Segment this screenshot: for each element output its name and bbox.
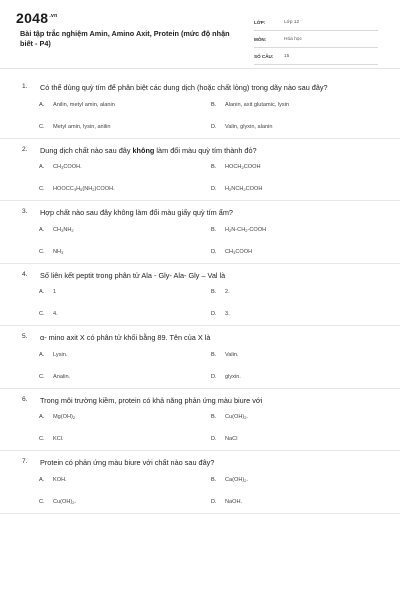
question-item <box>0 139 400 202</box>
answer-option[interactable] <box>39 352 211 358</box>
answer-text: KOH. <box>53 476 67 483</box>
answer-option[interactable] <box>211 227 383 233</box>
answer-text: 3. <box>225 311 230 317</box>
answer-row <box>39 241 400 263</box>
question-item <box>0 264 400 327</box>
question-text: Protein có phản ứng màu biure với chất nào sau đây? <box>40 458 215 467</box>
question-list <box>0 76 400 514</box>
answer-option[interactable] <box>211 352 383 358</box>
answer-text: $CH_3COOH$. <box>53 164 82 170</box>
question-number: 4. <box>22 270 28 278</box>
answer-text: Lysin. <box>53 351 68 358</box>
question-head <box>0 76 400 94</box>
answer-text: $H_2N-CH_2$-COOH <box>225 226 267 233</box>
answer-letter: D. <box>211 373 217 380</box>
meta-row-count <box>254 48 378 65</box>
answer-row <box>39 219 400 241</box>
answer-text: Valin. <box>225 351 239 358</box>
question-text: α- mino axit X có phân tử khối bằng 89. Tên của X là <box>40 333 211 342</box>
answer-option[interactable] <box>211 477 383 483</box>
question-number: 1. <box>22 83 28 90</box>
answer-row <box>39 303 400 325</box>
logo-text: 2048 <box>16 10 49 26</box>
answer-option[interactable] <box>211 311 383 317</box>
answer-letter: C. <box>39 373 45 380</box>
answer-option[interactable] <box>39 249 211 255</box>
answer-option[interactable] <box>211 102 383 108</box>
answer-text: $Ca(OH)_2$. <box>225 476 249 483</box>
site-logo[interactable] <box>16 10 57 26</box>
header-divider <box>0 68 400 69</box>
question-text: Số liên kết peptit trong phân tử Ala - Gly- Ala- Gly – Val là <box>40 270 226 280</box>
answer-letter: D. <box>211 436 217 442</box>
answer-letter: B. <box>211 351 217 358</box>
answer-letter: C. <box>39 248 45 255</box>
answer-text: $H_2NCH_2COOH$ <box>225 186 263 192</box>
answer-text: NaCl <box>225 436 238 442</box>
answer-text: Analin. <box>53 373 71 380</box>
answer-row <box>39 281 400 303</box>
answer-text: $CH_3COOH$ <box>225 248 253 255</box>
answer-letter: A. <box>39 226 45 233</box>
answer-letter: B. <box>211 289 217 295</box>
answer-option[interactable] <box>39 186 211 192</box>
question-item <box>0 389 400 452</box>
answer-option[interactable] <box>39 477 211 483</box>
answer-text: NaOH. <box>225 498 243 505</box>
answer-letter: D. <box>211 186 217 192</box>
answer-options <box>0 156 400 200</box>
question-head <box>0 201 400 219</box>
answer-options <box>0 406 400 450</box>
answer-letter: A. <box>39 164 45 170</box>
logo-domain: .vn <box>49 13 58 19</box>
answer-text: Valin, glyxin, alanin <box>225 123 273 130</box>
answer-letter: B. <box>211 101 217 108</box>
question-item <box>0 326 400 389</box>
question-head <box>0 451 400 469</box>
answer-option[interactable] <box>211 249 383 255</box>
answer-row <box>39 156 400 178</box>
answer-text: $NH_3$ <box>53 248 64 255</box>
answer-letter: B. <box>211 414 217 420</box>
answer-option[interactable] <box>39 102 211 108</box>
answer-letter: A. <box>39 476 45 483</box>
meta-label: MÔN: <box>254 36 267 42</box>
question-number: 3. <box>22 208 28 215</box>
answer-option[interactable] <box>211 414 383 420</box>
question-text: Trong môi trường kiềm, protein có khả năng phản ứng màu biure với <box>40 395 263 405</box>
answer-option[interactable] <box>39 289 211 295</box>
worksheet-title: Bài tập trắc nghiệm Amin, Amino Axit, Protein (mức độ nhận biết - P4) <box>20 29 230 48</box>
answer-row <box>39 94 400 116</box>
answer-letter: D. <box>211 123 217 130</box>
answer-options <box>0 94 400 138</box>
answer-letter: C. <box>39 436 45 442</box>
meta-label: SỐ CÂU: <box>254 53 274 59</box>
answer-row <box>39 344 400 366</box>
answer-text: Anilin, metyl amin, alanin <box>53 101 115 108</box>
answer-letter: D. <box>211 248 217 255</box>
answer-row <box>39 366 400 388</box>
answer-letter: D. <box>211 311 217 317</box>
answer-text: $Cu(OH)_2$. <box>53 498 77 505</box>
question-number: 7. <box>22 458 28 465</box>
question-item <box>0 451 400 514</box>
meta-value: Lớp 12 <box>284 19 300 25</box>
answer-letter: C. <box>39 123 45 130</box>
answer-option[interactable] <box>211 289 383 295</box>
question-text: Hợp chất nào sau đây không làm đổi màu giấy quỳ tím ẩm? <box>40 208 233 217</box>
worksheet-meta <box>254 14 378 65</box>
answer-text: KCl. <box>53 436 64 442</box>
answer-text: $CH_3NH_2$ <box>53 226 74 233</box>
answer-row <box>39 469 400 491</box>
question-number: 5. <box>22 333 28 340</box>
answer-text: 1 <box>53 289 57 295</box>
meta-row-class <box>254 14 378 31</box>
answer-text: Alanin, axit glutamic, lysin <box>225 101 290 108</box>
answer-option[interactable] <box>39 311 211 317</box>
answer-options <box>0 344 400 388</box>
answer-text: $HOCH_2COOH$ <box>225 164 261 170</box>
answer-option[interactable] <box>39 414 211 420</box>
answer-text: 2. <box>225 289 230 295</box>
answer-option[interactable] <box>211 499 383 505</box>
question-number: 2. <box>22 145 28 153</box>
answer-text: $HOOCC_3H_5(NH_2)COOH$. <box>53 186 115 192</box>
answer-option[interactable] <box>211 436 383 442</box>
answer-text: $Cu(OH)_2$. <box>225 414 249 420</box>
answer-text: glyxin. <box>225 373 241 380</box>
answer-option[interactable] <box>211 186 383 192</box>
answer-row <box>39 116 400 138</box>
answer-option[interactable] <box>39 499 211 505</box>
answer-letter: A. <box>39 414 45 420</box>
question-text: Dung dịch chất nào sau đây không làm đổi màu quỳ tím thành đỏ? <box>40 145 257 155</box>
question-item <box>0 201 400 264</box>
answer-letter: C. <box>39 186 45 192</box>
answer-row <box>39 428 400 450</box>
question-text: Có thể dùng quỳ tím để phân biệt các dung dịch (hoặc chất lỏng) trong dãy nào sau đây? <box>40 83 328 92</box>
answer-letter: B. <box>211 164 217 170</box>
answer-option[interactable] <box>211 374 383 380</box>
answer-letter: A. <box>39 101 45 108</box>
answer-row <box>39 406 400 428</box>
answer-text: 4. <box>53 311 58 317</box>
answer-letter: C. <box>39 498 45 505</box>
answer-option[interactable] <box>39 164 211 170</box>
answer-options <box>0 219 400 263</box>
question-item <box>0 76 400 139</box>
answer-option[interactable] <box>211 164 383 170</box>
meta-row-subject <box>254 31 378 48</box>
answer-text: $Mg(OH)_2$ <box>53 414 76 420</box>
answer-letter: A. <box>39 289 45 295</box>
meta-label: LỚP: <box>254 19 266 25</box>
answer-option[interactable] <box>39 227 211 233</box>
answer-option[interactable] <box>211 124 383 130</box>
answer-option[interactable] <box>39 374 211 380</box>
answer-letter: C. <box>39 311 45 317</box>
answer-options <box>0 281 400 325</box>
answer-letter: B. <box>211 226 217 233</box>
question-head <box>0 326 400 344</box>
question-head <box>0 264 400 282</box>
worksheet-header <box>0 0 400 62</box>
answer-option[interactable] <box>39 124 211 130</box>
answer-text: Metyl amin, lysin, anilin <box>53 123 111 130</box>
answer-letter: D. <box>211 498 217 505</box>
question-head <box>0 139 400 157</box>
meta-value: Hóa học <box>284 36 302 42</box>
question-head <box>0 389 400 407</box>
answer-options <box>0 469 400 513</box>
answer-letter: B. <box>211 476 217 483</box>
answer-letter: A. <box>39 351 45 358</box>
meta-value: 15 <box>284 53 290 59</box>
answer-row <box>39 491 400 513</box>
question-number: 6. <box>22 395 28 403</box>
answer-option[interactable] <box>39 436 211 442</box>
answer-row <box>39 178 400 200</box>
